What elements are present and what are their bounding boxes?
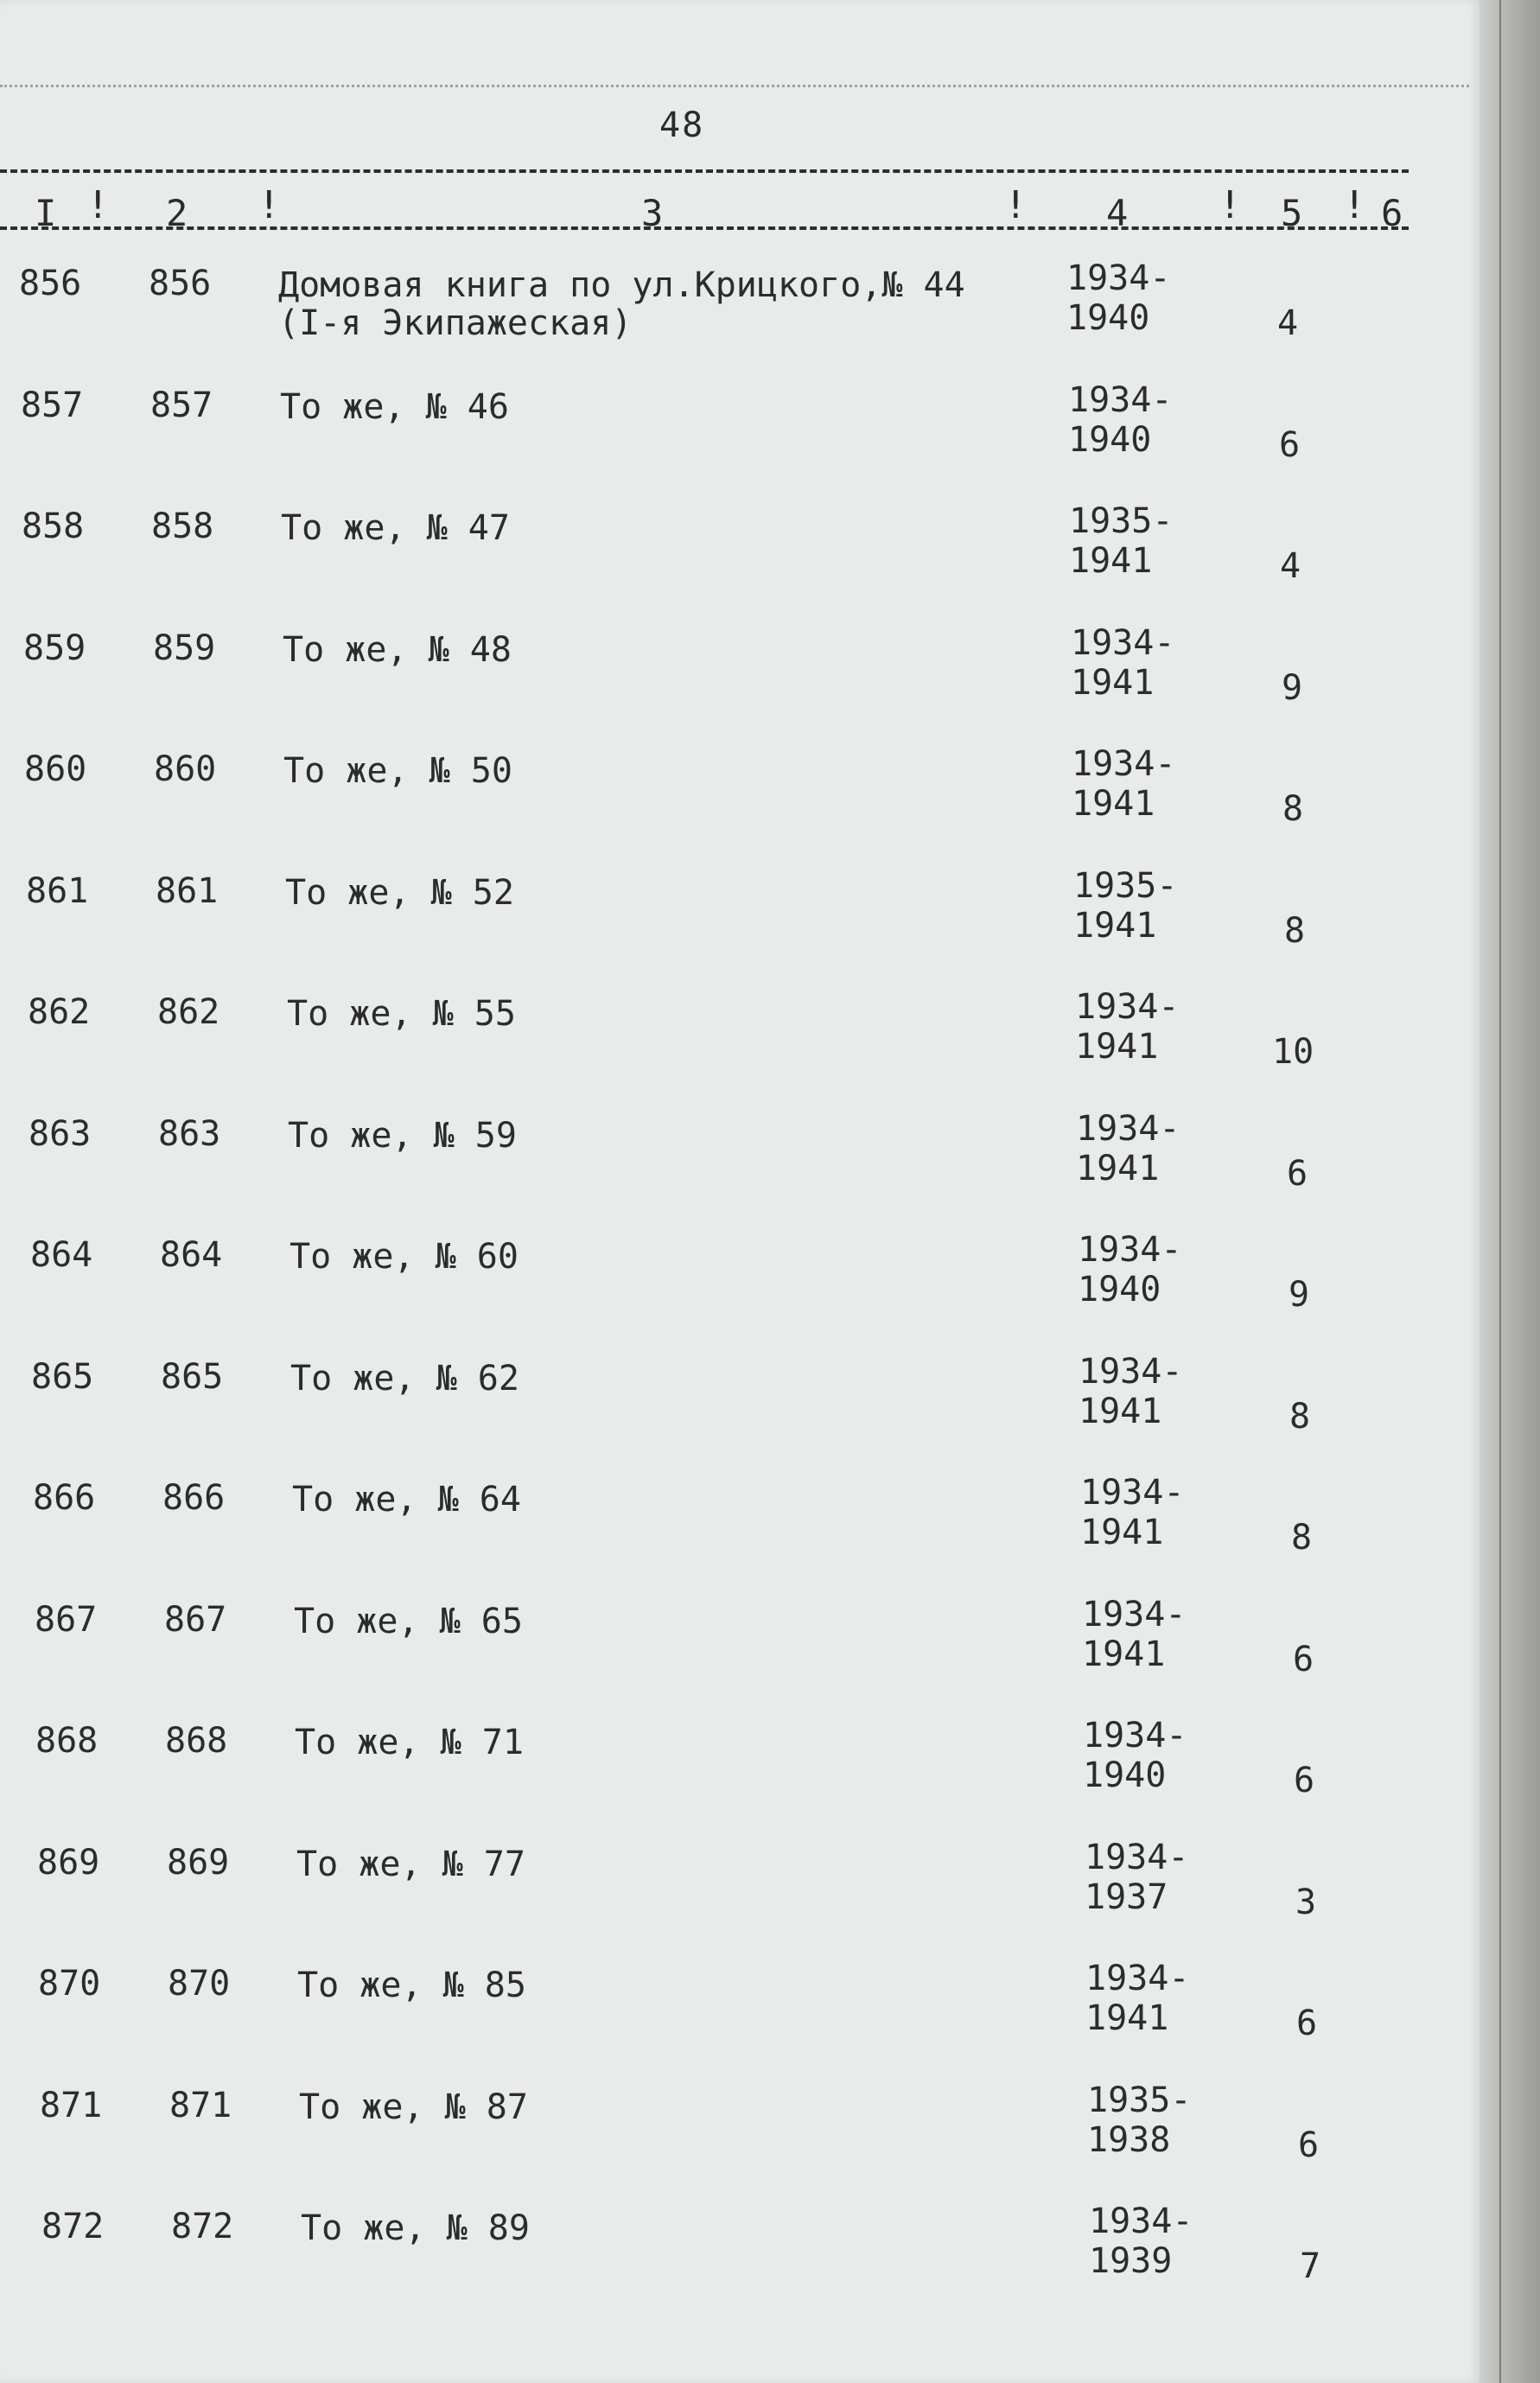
top-dotted-rule [0,85,1469,87]
row-year-end: 1941 [1085,1998,1169,2038]
header-col-2: 2 [166,192,188,234]
row-description: То же, № 65 [294,1601,523,1641]
row-number-2: 870 [168,1964,231,2004]
row-year-start: 1934- [1078,1230,1182,1270]
row-year-end: 1941 [1075,1027,1159,1067]
row-year-end: 1940 [1078,1270,1161,1309]
header-rule-bottom [0,226,1409,230]
table-row [0,1473,1469,1582]
row-description: То же, № 59 [288,1115,517,1156]
table-row [0,379,1469,489]
row-number-2: 865 [161,1356,224,1397]
row-year-end: 1941 [1069,541,1153,581]
row-number-1: 856 [19,264,82,303]
table-row [0,1959,1469,2068]
row-number-1: 872 [41,2207,105,2246]
row-description: То же, № 89 [301,2208,530,2248]
table-row [0,258,1469,367]
row-count: 8 [1284,910,1306,951]
row-number-2: 861 [156,870,219,911]
row-count: 6 [1294,1761,1315,1800]
row-description: То же, № 48 [283,629,512,670]
row-year-start: 1934- [1083,1716,1187,1755]
header-separator: ! [1219,183,1242,227]
table-row [0,1837,1469,1947]
row-year-end: 1941 [1080,1513,1164,1552]
row-number-2: 858 [151,507,214,546]
table-row [0,622,1469,732]
row-number-1: 861 [26,870,89,911]
header-col-5: 5 [1281,192,1303,234]
table-row [0,1594,1469,1704]
row-description: То же, № 62 [290,1358,519,1399]
row-year-start: 1935- [1073,865,1178,906]
row-year-start: 1934- [1079,1351,1183,1392]
row-year-end: 1937 [1085,1876,1168,1917]
row-year-start: 1934- [1071,622,1175,663]
row-year-end: 1941 [1073,905,1157,946]
row-year-start: 1934- [1066,258,1171,298]
row-number-1: 866 [33,1478,96,1518]
row-number-1: 869 [37,1842,100,1883]
row-year-start: 1934- [1075,987,1180,1027]
row-year-start: 1934- [1085,1837,1189,1877]
row-year-end: 1939 [1089,2241,1173,2281]
row-description: То же, № 71 [295,1723,524,1762]
table-row [0,501,1469,610]
row-number-2: 864 [160,1235,223,1275]
row-year-start: 1934- [1068,379,1173,420]
paper-edge [1480,0,1540,2383]
row-description: То же, № 60 [290,1237,519,1277]
row-year-end: 1940 [1066,298,1150,338]
row-year-start: 1934- [1089,2201,1193,2241]
table-row [0,865,1469,975]
row-count: 7 [1300,2246,1321,2286]
row-count: 6 [1296,2004,1318,2043]
table-row [0,1230,1469,1339]
row-count: 4 [1280,546,1301,586]
row-count: 8 [1289,1396,1311,1437]
table-row [0,1108,1469,1218]
row-year-start: 1934- [1072,744,1176,784]
row-year-start: 1934- [1082,1594,1187,1634]
page-number: 48 [659,105,705,145]
row-count: 10 [1272,1032,1314,1072]
row-number-1: 862 [28,992,91,1032]
row-count: 8 [1291,1518,1313,1558]
row-description: То же, № 87 [299,2087,528,2127]
row-number-1: 865 [31,1356,94,1397]
row-number-2: 856 [149,264,212,303]
row-number-2: 860 [154,749,217,789]
row-count: 6 [1298,2125,1320,2165]
row-description: То же, № 55 [287,994,516,1034]
row-number-2: 857 [150,385,213,425]
row-count: 6 [1287,1153,1308,1194]
row-description: Домовая книга по ул.Крицкого,№ 44 [278,265,965,305]
row-year-end: 1941 [1072,784,1155,824]
row-number-2: 867 [164,1599,227,1640]
row-count: 9 [1289,1275,1310,1315]
row-description: То же, № 77 [296,1844,525,1884]
row-number-1: 858 [22,507,85,546]
row-description: То же, № 47 [281,508,510,548]
row-number-2: 863 [158,1113,221,1154]
row-year-end: 1940 [1083,1755,1167,1795]
row-number-2: 862 [157,992,220,1032]
paper-edge-line [1499,0,1501,2383]
row-year-end: 1938 [1087,2119,1171,2160]
row-count: 6 [1279,424,1301,465]
row-number-1: 864 [30,1235,93,1275]
row-count: 4 [1277,303,1299,343]
row-year-start: 1934- [1085,1959,1190,1998]
row-number-1: 868 [35,1721,99,1761]
row-year-end: 1941 [1082,1634,1166,1674]
table-row [0,1351,1469,1461]
header-separator: ! [1004,183,1028,227]
row-year-end: 1941 [1079,1391,1162,1431]
row-year-start: 1935- [1069,501,1174,541]
row-number-2: 871 [169,2085,232,2125]
row-count: 9 [1282,667,1303,708]
row-count: 8 [1282,789,1304,829]
row-description: То же, № 85 [297,1966,526,2005]
header-col-6: 6 [1381,192,1403,234]
row-count: 3 [1295,1882,1317,1922]
table-row [0,2201,1469,2310]
row-number-1: 863 [29,1113,92,1154]
row-number-1: 870 [38,1964,101,2004]
row-description: То же, № 46 [280,386,509,427]
row-description-note: (I-я Экипажеская) [278,303,633,343]
header-col-4: 4 [1106,192,1129,234]
header-separator: ! [1343,183,1366,227]
table-row [0,2080,1469,2189]
row-number-1: 857 [21,385,84,425]
row-year-end: 1940 [1068,419,1152,460]
row-number-1: 860 [24,749,87,789]
header-separator: ! [86,183,110,227]
table-row [0,987,1469,1096]
row-number-1: 867 [35,1599,98,1640]
row-description: То же, № 64 [292,1480,521,1520]
row-number-2: 868 [165,1721,228,1761]
row-number-2: 869 [167,1842,230,1883]
row-year-start: 1935- [1087,2080,1192,2120]
row-year-start: 1934- [1080,1473,1185,1513]
row-count: 6 [1293,1639,1314,1679]
row-year-end: 1941 [1071,662,1155,703]
table-row [0,1716,1469,1825]
row-number-2: 866 [162,1478,226,1518]
row-year-start: 1934- [1076,1108,1180,1149]
row-number-2: 872 [171,2207,234,2246]
row-number-2: 859 [153,628,216,668]
row-description: То же, № 50 [283,751,512,791]
row-year-end: 1941 [1076,1148,1160,1188]
table-row [0,744,1469,853]
row-number-1: 871 [40,2085,103,2125]
header-rule-top [0,169,1409,173]
header-col-1: I [35,192,57,234]
row-number-1: 859 [23,628,86,668]
header-separator: ! [258,183,281,227]
header-col-3: 3 [641,192,664,234]
row-description: То же, № 52 [285,872,514,913]
